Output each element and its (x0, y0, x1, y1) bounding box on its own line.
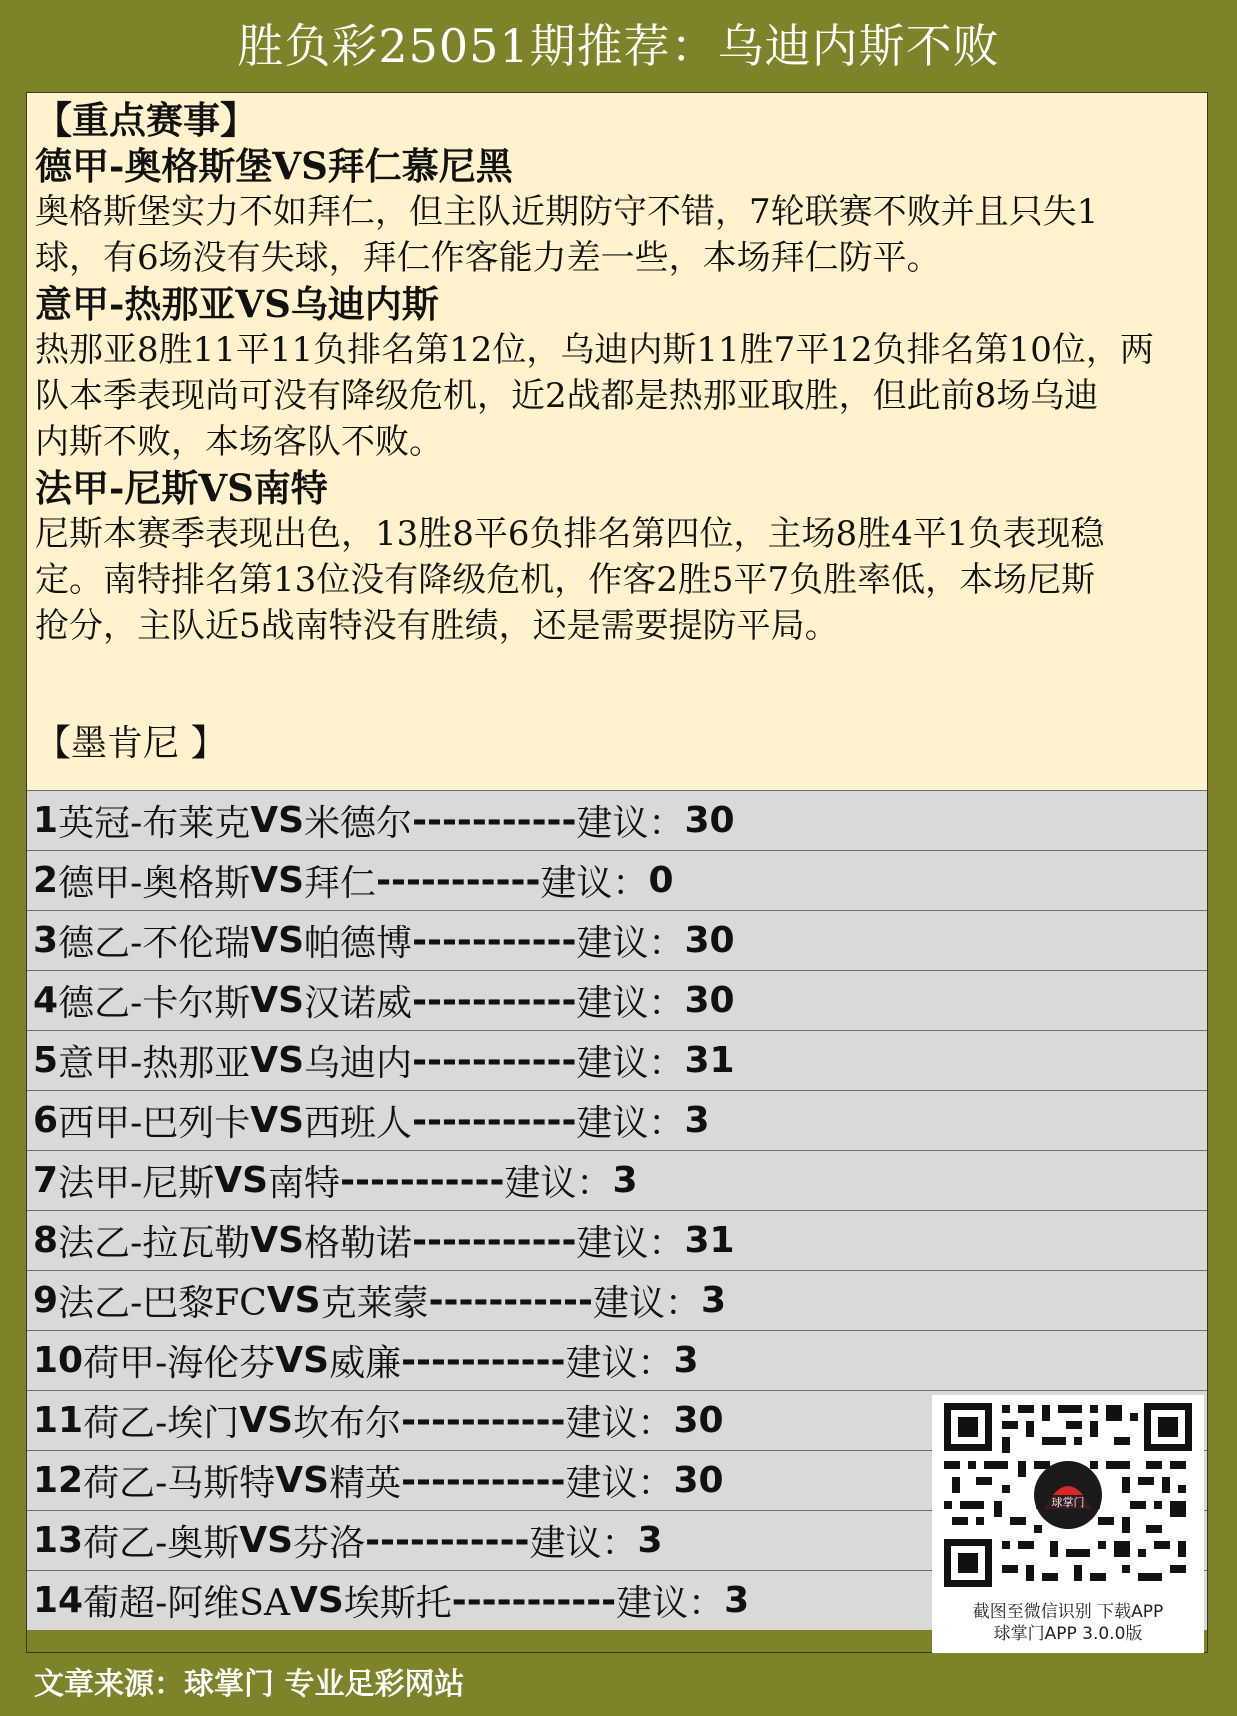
pick-value: 31 (684, 1040, 735, 1081)
pick-home: 不伦瑞 (142, 923, 251, 964)
pick-value: 3 (673, 1340, 699, 1381)
pick-dash: ----------- (412, 1100, 577, 1141)
pick-number: 10 (33, 1340, 84, 1381)
pick-value: 30 (684, 920, 735, 961)
pick-dash: ----------- (401, 1460, 566, 1501)
pick-league: 荷乙- (83, 1463, 168, 1504)
pick-value: 3 (724, 1580, 750, 1621)
pick-home: 奥格斯 (142, 863, 251, 904)
pick-advice-label: 建议： (576, 1223, 685, 1264)
pick-dash: ----------- (376, 860, 541, 901)
qr-caption-line2: 球掌门APP 3.0.0版 (993, 1624, 1143, 1644)
pick-dash: ----------- (365, 1520, 530, 1561)
pick-vs: VS (289, 1580, 344, 1621)
pick-advice-label: 建议： (504, 1163, 613, 1204)
pick-vs: VS (239, 1520, 294, 1561)
pick-vs: VS (250, 1220, 305, 1261)
focus-section (27, 93, 1207, 790)
pick-number: 2 (33, 860, 59, 901)
pick-league: 法乙- (58, 1283, 143, 1324)
pick-number: 7 (33, 1160, 59, 1201)
pick-vs: VS (239, 1400, 294, 1441)
pick-vs: VS (250, 980, 305, 1021)
pick-advice-label: 建议： (540, 863, 649, 904)
pick-away: 西班人 (304, 1103, 413, 1144)
pick-row (27, 1150, 1207, 1210)
pick-advice-label: 建议： (616, 1583, 725, 1624)
pick-dash: ----------- (340, 1160, 505, 1201)
pick-row (27, 1270, 1207, 1330)
pick-league: 德乙- (58, 983, 143, 1024)
pick-away: 威廉 (329, 1343, 402, 1384)
pick-number: 13 (33, 1520, 84, 1561)
pick-league: 德甲- (58, 863, 143, 904)
match-analysis-line: 热那亚8胜11平11负排名第12位，乌迪内斯11胜7平12负排名第10位，两 (35, 330, 1154, 370)
pick-vs: VS (275, 1340, 330, 1381)
pick-home: 海伦芬 (167, 1343, 276, 1384)
pick-row (27, 790, 1207, 850)
pick-away: 汉诺威 (304, 983, 413, 1024)
pick-number: 5 (33, 1040, 59, 1081)
pick-league: 法乙- (58, 1223, 143, 1264)
pick-league: 荷乙- (83, 1523, 168, 1564)
pick-row (27, 1090, 1207, 1150)
pick-league: 荷乙- (83, 1403, 168, 1444)
pick-value: 30 (673, 1460, 724, 1501)
pick-home: 卡尔斯 (142, 983, 251, 1024)
pick-row (27, 850, 1207, 910)
pick-away: 坎布尔 (293, 1403, 402, 1444)
qr-code-box[interactable] (932, 1395, 1204, 1653)
pick-number: 11 (33, 1400, 84, 1441)
match-title: 法甲-尼斯VS南特 (35, 466, 328, 510)
match-analysis-line: 尼斯本赛季表现出色，13胜8平6负排名第四位，主场8胜4平1负表现稳 (35, 514, 1105, 554)
pick-number: 1 (33, 800, 59, 841)
pick-dash: ----------- (412, 920, 577, 961)
match-title: 意甲-热那亚VS乌迪内斯 (35, 282, 439, 326)
match-analysis-line: 内斯不败，本场客队不败。 (35, 422, 443, 462)
pick-league: 意甲- (58, 1043, 143, 1084)
pick-advice-label: 建议： (565, 1463, 674, 1504)
match-analysis-line: 抢分，主队近5战南特没有胜绩，还是需要提防平局。 (35, 606, 839, 646)
pick-home: 马斯特 (167, 1463, 276, 1504)
qr-code-icon (940, 1399, 1196, 1591)
pick-dash: ----------- (412, 1040, 577, 1081)
pick-advice-label: 建议： (565, 1403, 674, 1444)
pick-league: 葡超- (83, 1583, 168, 1624)
sub-heading: 【墨肯尼 】 (35, 723, 227, 764)
match-title: 德甲-奥格斯堡VS拜仁慕尼黑 (35, 144, 513, 188)
pick-advice-label: 建议： (576, 803, 685, 844)
pick-value: 3 (700, 1280, 727, 1321)
pick-away: 埃斯托 (343, 1583, 452, 1624)
match-analysis-line: 球，有6场没有失球，拜仁作客能力差一些，本场拜仁防平。 (35, 238, 941, 278)
pick-home: 奥斯 (167, 1523, 240, 1564)
pick-away: 精英 (329, 1463, 402, 1504)
pick-number: 9 (33, 1280, 59, 1321)
pick-dash: ----------- (428, 1280, 593, 1321)
pick-away: 乌迪内 (304, 1043, 413, 1084)
pick-vs: VS (266, 1280, 321, 1321)
pick-row (27, 1330, 1207, 1390)
pick-number: 4 (33, 980, 59, 1021)
pick-value: 31 (684, 1220, 735, 1261)
pick-advice-label: 建议： (576, 983, 685, 1024)
pick-away: 芬洛 (293, 1523, 366, 1564)
pick-away: 帕德博 (304, 923, 413, 964)
pick-advice-label: 建议： (576, 1103, 685, 1144)
pick-home: 拉瓦勒 (142, 1223, 251, 1264)
pick-league: 德乙- (58, 923, 143, 964)
pick-home: 热那亚 (142, 1043, 251, 1084)
pick-advice-label: 建议： (592, 1283, 701, 1324)
pick-value: 0 (648, 860, 674, 901)
pick-home: 埃门 (167, 1403, 240, 1444)
qr-caption-line1: 截图至微信识别 下载APP (972, 1602, 1164, 1622)
pick-advice-label: 建议： (576, 1043, 685, 1084)
pick-number: 14 (33, 1580, 84, 1621)
match-analysis-line: 奥格斯堡实力不如拜仁，但主队近期防守不错，7轮联赛不败并且只失1 (35, 192, 1099, 232)
pick-value: 30 (684, 980, 735, 1021)
pick-advice-label: 建议： (565, 1343, 674, 1384)
source-footer: 文章来源：球掌门 专业足彩网站 (34, 1667, 465, 1702)
pick-value: 3 (612, 1160, 638, 1201)
pick-home: 巴列卡 (142, 1103, 251, 1144)
pick-away: 克莱蒙 (320, 1283, 429, 1324)
pick-league: 西甲- (58, 1103, 143, 1144)
focus-heading: 【重点赛事】 (35, 98, 257, 142)
pick-dash: ----------- (412, 800, 577, 841)
pick-vs: VS (250, 1100, 305, 1141)
pick-home: 巴黎FC (142, 1283, 267, 1324)
pick-dash: ----------- (401, 1400, 566, 1441)
pick-value: 30 (684, 800, 735, 841)
qr-logo-text: 球掌门 (1051, 1496, 1085, 1509)
match-analysis-line: 定。南特排名第13位没有降级危机，作客2胜5平7负胜率低，本场尼斯 (35, 560, 1096, 600)
pick-row (27, 1030, 1207, 1090)
pick-number: 6 (33, 1100, 59, 1141)
pick-dash: ----------- (412, 1220, 577, 1261)
match-analysis-line: 队本季表现尚可没有降级危机，近2战都是热那亚取胜，但此前8场乌迪 (35, 376, 1099, 416)
pick-row (27, 1210, 1207, 1270)
pick-dash: ----------- (451, 1580, 617, 1621)
pick-row (27, 970, 1207, 1030)
pick-league: 法甲- (58, 1163, 143, 1204)
pick-number: 8 (33, 1220, 59, 1261)
pick-number: 12 (33, 1460, 84, 1501)
pick-home: 尼斯 (142, 1163, 215, 1204)
pick-row (27, 910, 1207, 970)
pick-number: 3 (33, 920, 59, 961)
pick-away: 格勒诺 (304, 1223, 413, 1264)
pick-advice-label: 建议： (529, 1523, 638, 1564)
pick-away: 拜仁 (304, 863, 377, 904)
pick-dash: ----------- (401, 1340, 566, 1381)
pick-league: 英冠- (58, 803, 143, 844)
pick-league: 荷甲- (83, 1343, 168, 1384)
pick-away: 南特 (268, 1163, 341, 1204)
pick-vs: VS (250, 920, 305, 961)
pick-value: 3 (637, 1520, 663, 1561)
pick-dash: ----------- (412, 980, 577, 1021)
pick-away: 米德尔 (304, 803, 413, 844)
pick-home: 布莱克 (142, 803, 251, 844)
pick-vs: VS (250, 860, 305, 901)
pick-value: 3 (684, 1100, 710, 1141)
pick-vs: VS (214, 1160, 269, 1201)
page-title: 胜负彩25051期推荐：乌迪内斯不败 (237, 19, 1000, 73)
pick-value: 30 (673, 1400, 724, 1441)
pick-home: 阿维SA (167, 1583, 290, 1624)
pick-vs: VS (250, 1040, 305, 1081)
pick-vs: VS (250, 800, 305, 841)
pick-advice-label: 建议： (576, 923, 685, 964)
pick-vs: VS (275, 1460, 330, 1501)
